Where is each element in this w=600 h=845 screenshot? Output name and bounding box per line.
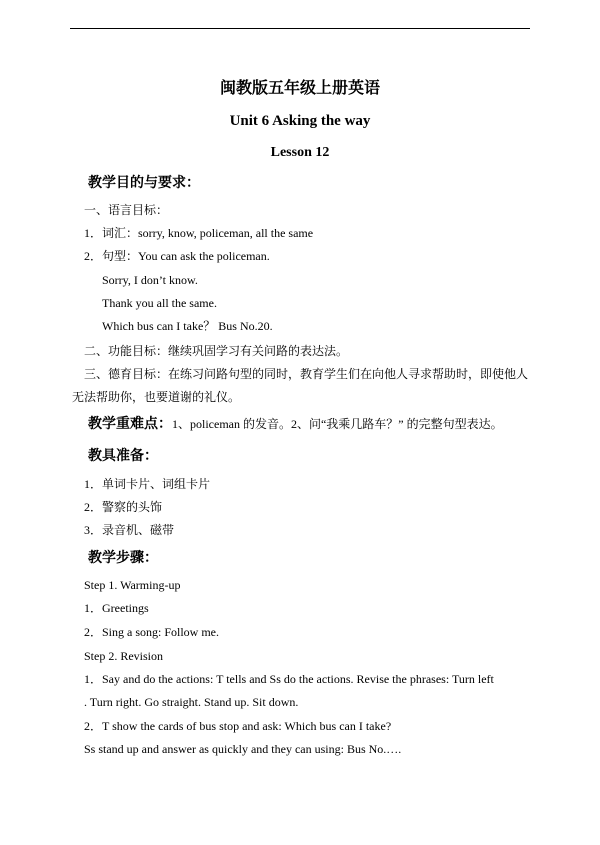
key-points-label: 教学重难点： [88, 417, 172, 432]
unit-title: Unit 6 Asking the way [229, 113, 371, 129]
sentence-3: Which bus can I take？ Bus No.20. [102, 319, 273, 333]
function-goal: 二、功能目标：继续巩固学习有关问路的表达法。 [84, 344, 349, 358]
prep-item-2: 2．警察的头饰 [84, 500, 163, 514]
sentence-2: Thank you all the same. [102, 296, 217, 310]
step-1-title: Step 1. Warming-up [84, 578, 181, 592]
step-2-line-4: Ss stand up and answer as quickly and they can using: Bus No.…. [84, 742, 402, 756]
step-2-title: Step 2. Revision [84, 649, 164, 663]
sentence-pattern-line: 2．句型：You can ask the policeman. [84, 249, 270, 263]
key-points-text: 1、policeman 的发音。2、问“我乘几路车？” 的完整句型表达。 [172, 417, 503, 431]
prep-item-1: 1．单词卡片、词组卡片 [84, 477, 211, 491]
document-title: 闽教版五年级上册英语 [219, 80, 380, 97]
prep-heading: 教具准备： [88, 449, 158, 464]
header-rule [70, 28, 530, 29]
steps-heading: 教学步骤： [88, 551, 158, 566]
moral-goal-line-2: 无法帮助你，也要道谢的礼仪。 [72, 390, 241, 404]
step-2-line-1: 1．Say and do the actions: T tells and Ss do the actions. Revise the phrases: Turn left [84, 672, 494, 686]
language-goal: 一、语言目标： [84, 203, 169, 217]
step-1-item-2: 2．Sing a song: Follow me. [84, 625, 220, 639]
lesson-title: Lesson 12 [270, 145, 330, 160]
goals-heading: 教学目的与要求： [88, 176, 200, 191]
sentence-1: Sorry, I don’t know. [102, 273, 198, 287]
key-points-line [88, 416, 503, 433]
step-2-line-3: 2．T show the cards of bus stop and ask: Which bus can I take? [84, 719, 392, 733]
step-1-item-1: 1．Greetings [84, 601, 149, 615]
vocabulary-line: 1．词汇：sorry, know, policeman, all the same [84, 226, 314, 240]
moral-goal-line-1: 三、德育目标：在练习问路句型的同时，教育学生们在向他人寻求帮助时，即使他人 [84, 367, 529, 381]
prep-item-3: 3．录音机、磁带 [84, 523, 175, 537]
step-2-line-2: . Turn right. Go straight. Stand up. Sit down. [84, 695, 299, 709]
